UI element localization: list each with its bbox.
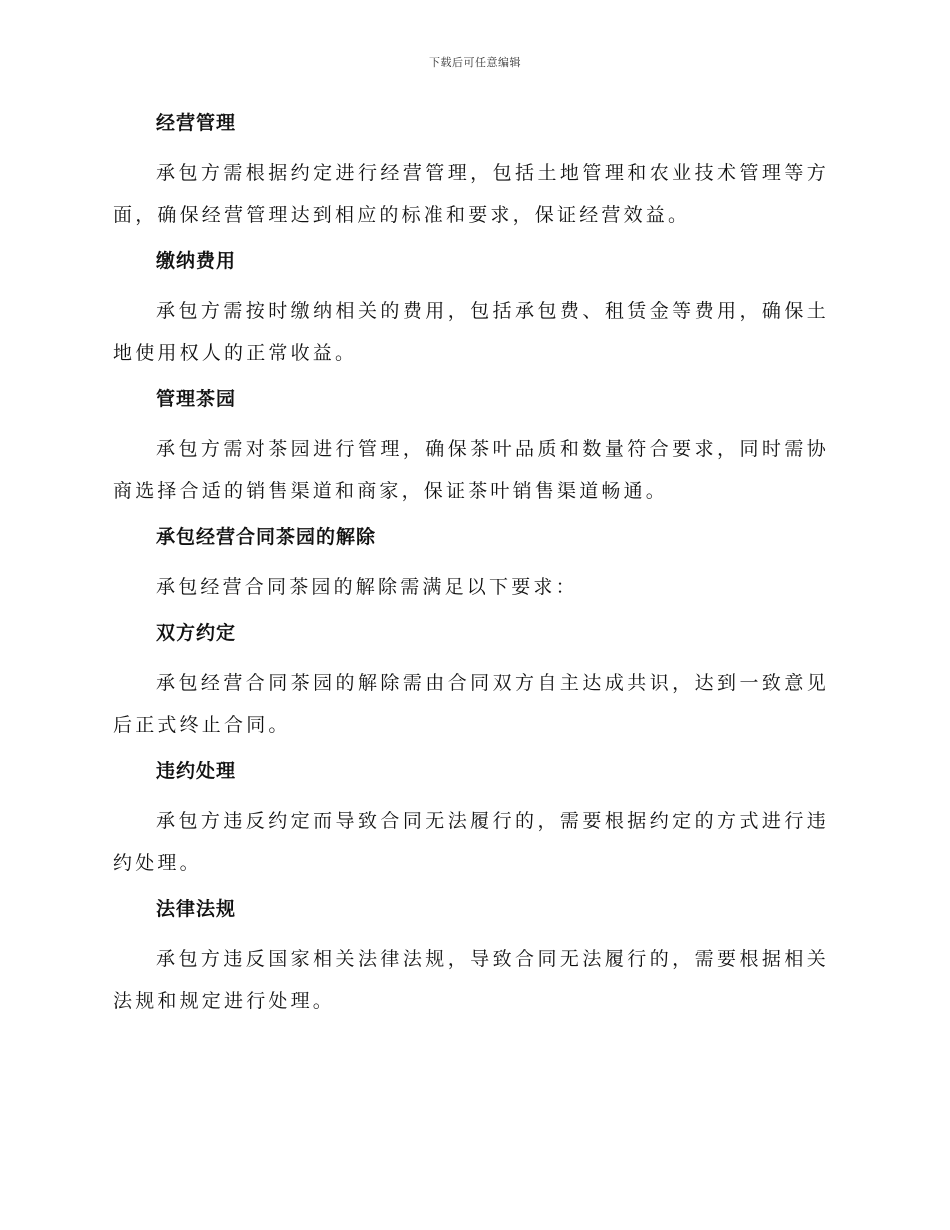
section-heading-fee-payment: 缴纳费用 <box>156 250 237 272</box>
section-heading-contract-termination: 承包经营合同茶园的解除 <box>156 526 377 548</box>
section-paragraph-contract-termination: 承包经营合同茶园的解除需满足以下要求： <box>156 576 578 598</box>
section-paragraph-laws-regulations: 承包方违反国家相关法律法规，导致合同无法履行的，需要根据相关法规和规定进行处理。 <box>113 948 829 1012</box>
section-heading-tea-garden-management: 管理茶园 <box>156 388 237 410</box>
section-paragraph-tea-garden-management: 承包方需对茶园进行管理，确保茶叶品质和数量符合要求，同时需协商选择合适的销售渠道和商家，保证茶叶销售渠道畅通。 <box>113 438 829 502</box>
section-paragraph-fee-payment: 承包方需按时缴纳相关的费用，包括承包费、租赁金等费用，确保土地使用权人的正常收益。 <box>113 300 829 364</box>
section-paragraph-breach-handling: 承包方违反约定而导致合同无法履行的，需要根据约定的方式进行违约处理。 <box>113 810 829 874</box>
document-body <box>113 108 829 1032</box>
page-header: 下载后可任意编辑 <box>429 56 521 69</box>
section-heading-laws-regulations: 法律法规 <box>156 898 237 920</box>
section-paragraph-business-management: 承包方需根据约定进行经营管理，包括土地管理和农业技术管理等方面，确保经营管理达到相应的标准和要求，保证经营效益。 <box>113 162 829 226</box>
section-heading-breach-handling: 违约处理 <box>156 760 237 782</box>
section-paragraph-mutual-agreement: 承包经营合同茶园的解除需由合同双方自主达成共识，达到一致意见后正式终止合同。 <box>113 672 829 736</box>
section-heading-mutual-agreement: 双方约定 <box>156 622 237 644</box>
section-heading-business-management: 经营管理 <box>156 112 237 134</box>
